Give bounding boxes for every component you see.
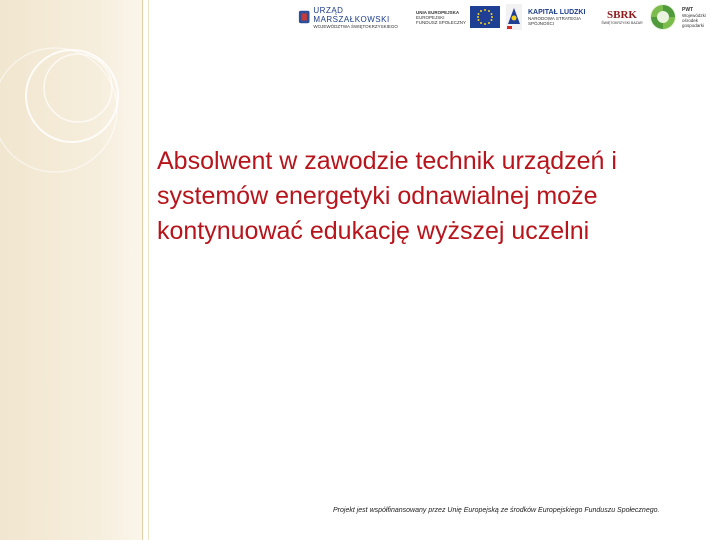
ue-line3: FUNDUSZ SPOŁECZNY <box>416 19 467 25</box>
pwt-line1: PWT <box>682 6 694 13</box>
sbrk-logo <box>600 2 644 32</box>
pwt-line4: gospodarki <box>682 22 705 28</box>
sbrk-line2: ŚWIĘTOKRZYSKI BAZAR <box>601 21 643 25</box>
pwt-line3: ośrodek <box>682 17 699 23</box>
kapital-line1: KAPITAŁ LUDZKI <box>528 8 586 16</box>
kapital-line2: NARODOWA STRATEGIA SPÓJNOŚCI <box>528 15 581 26</box>
eu-flag-icon <box>470 2 500 32</box>
slide-title: Absolwent w zawodzie technik urządzeń i systemów energetyki odnawialnej może kontynuować edukację wyższej uczelni <box>157 147 617 245</box>
coat-of-arms-icon <box>298 9 310 25</box>
sponsor-logo-strip <box>298 0 720 36</box>
ue-line1: UNIA EUROPEJSKA <box>416 9 460 15</box>
decorative-circles <box>0 0 160 200</box>
ue-line2: EUROPEJSKI <box>416 14 445 20</box>
pwt-swirl-icon <box>648 2 678 32</box>
urzad-line2: WOJEWÓDZTWA ŚWIĘTOKRZYSKIEGO <box>313 23 398 29</box>
eu-text-logo <box>416 2 466 32</box>
kapital-ludzki-mark-icon <box>504 2 524 32</box>
eu-funding-footer: Projekt jest współfinansowany przez Unię Europejską ze środków Europejskiego Funduszu Społecznego. <box>333 507 660 514</box>
urzad-line1: URZĄD MARSZAŁKOWSKI <box>313 5 390 24</box>
pwt-line2: Wojewódzki <box>682 12 706 18</box>
pwt-logo <box>682 2 720 32</box>
urzad-marszalkowski-logo <box>298 2 410 32</box>
sbrk-line1: SBRK <box>607 9 637 21</box>
kapital-ludzki-logo <box>528 2 596 32</box>
